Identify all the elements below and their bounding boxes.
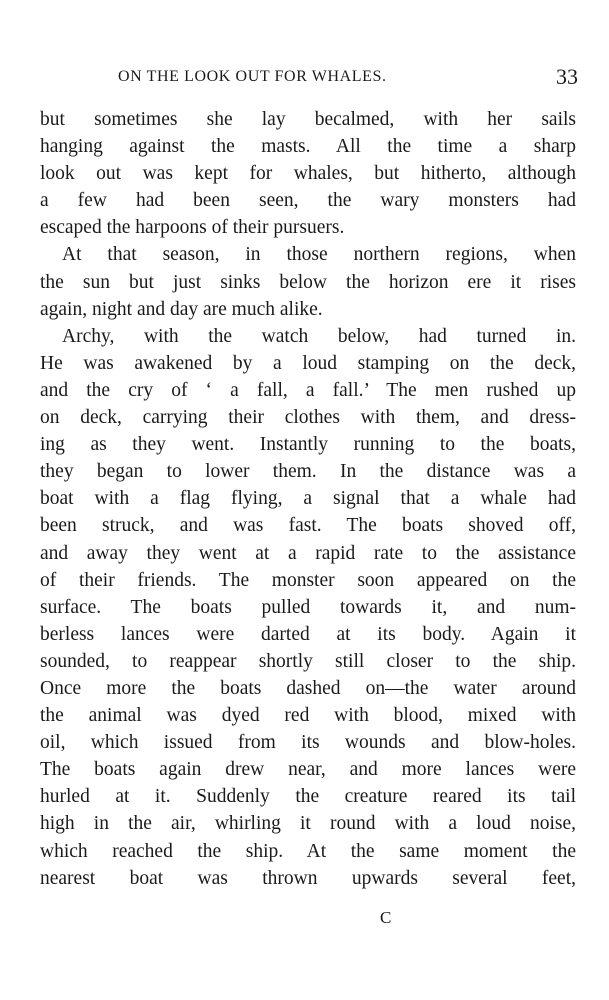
text-line: Archy, with the watch below, had turned in. xyxy=(62,325,576,347)
page-number: 33 xyxy=(556,64,578,89)
text-line: been struck, and was fast. The boats shoved off, xyxy=(40,515,576,537)
text-line: look out was kept for whales, but hitherto, although xyxy=(40,163,576,185)
text-line: but sometimes she lay becalmed, with her sails xyxy=(40,109,576,130)
text-line: escaped the harpoons of their pursuers. xyxy=(40,217,345,239)
text-line: sounded, to reappear shortly still closer to the ship. xyxy=(40,650,576,672)
text-line: the sun but just sinks below the horizon ere it rises xyxy=(40,271,576,293)
text-line: on deck, carrying their clothes with them, and dress- xyxy=(40,407,576,429)
running-title: ON THE LOOK OUT FOR WHALES. xyxy=(118,68,387,85)
text-line: nearest boat was thrown upwards several feet, xyxy=(40,867,576,889)
text-line: again, night and day are much alike. xyxy=(40,298,323,320)
text-line: ing as they went. Instantly running to the boats, xyxy=(40,434,576,456)
running-head xyxy=(40,64,578,92)
body-text xyxy=(40,106,576,892)
text-line: and away they went at a rapid rate to the assistance xyxy=(40,542,576,564)
text-line: they began to lower them. In the distance was a xyxy=(40,461,576,483)
text-line: At that season, in those northern regions, when xyxy=(62,244,576,266)
text-line: surface. The boats pulled towards it, and num- xyxy=(40,596,576,618)
text-line: and the cry of ‘ a fall, a fall.’ The men rushed up xyxy=(40,379,576,401)
text-line: which reached the ship. At the same moment the xyxy=(40,840,576,862)
text-line: the animal was dyed red with blood, mixed with xyxy=(40,705,576,727)
text-line: oil, which issued from its wounds and blow-holes. xyxy=(40,732,576,754)
text-line: high in the air, whirling it round with a loud noise, xyxy=(40,813,576,835)
signature-mark: C xyxy=(380,908,392,927)
text-line: a few had been seen, the wary monsters had xyxy=(40,190,576,212)
text-line: He was awakened by a loud stamping on the deck, xyxy=(40,352,576,374)
text-line: The boats again drew near, and more lances were xyxy=(40,759,576,781)
text-line: boat with a flag flying, a signal that a whale had xyxy=(40,488,576,510)
text-line: hurled at it. Suddenly the creature reared its tail xyxy=(40,786,576,808)
text-line: berless lances were darted at its body. Again it xyxy=(40,623,576,645)
text-line: of their friends. The monster soon appeared on the xyxy=(40,569,576,591)
text-line: Once more the boats dashed on—the water around xyxy=(40,677,576,699)
text-line: hanging against the masts. All the time a sharp xyxy=(40,136,576,158)
